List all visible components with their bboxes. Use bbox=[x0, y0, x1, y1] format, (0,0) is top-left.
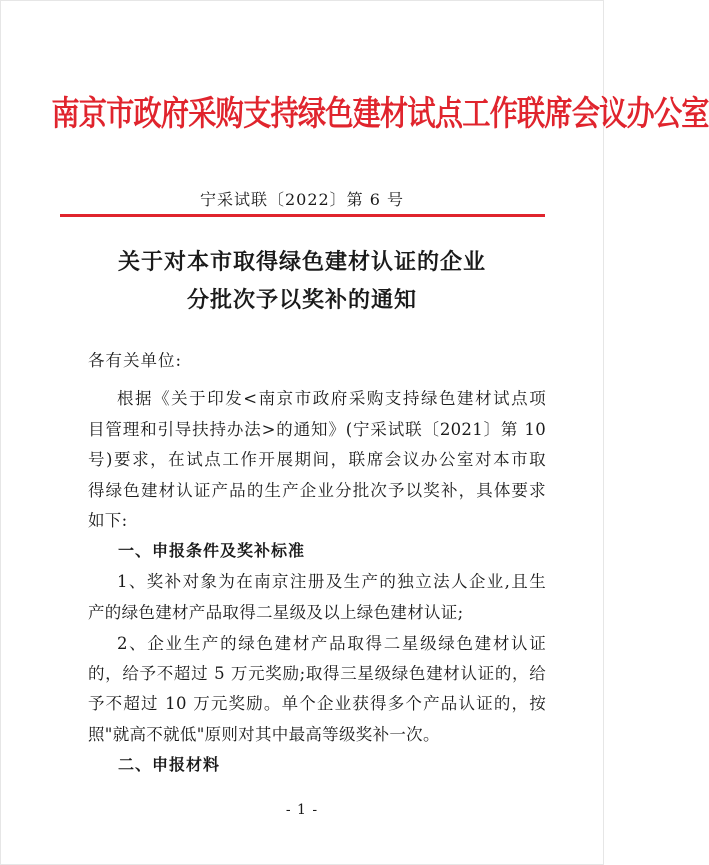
intro-line-1: 根据《关于印发<南京市政府采购支持绿色建材试点项 bbox=[117, 389, 546, 408]
item-2-line-4: 照"就高不就低"原则对其中最高等级奖补一次。 bbox=[88, 725, 440, 744]
item-1-line-2: 产的绿色建材产品取得二星级及以上绿色建材认证; bbox=[88, 603, 464, 622]
document-title-line-2: 分批次予以奖补的通知 bbox=[186, 287, 417, 313]
item-2-line-1: 2、企业生产的绿色建材产品取得二星级绿色建材认证 bbox=[117, 634, 546, 653]
item-2-line-2: 的，给予不超过 5 万元奖励;取得三星级绿色建材认证的，给 bbox=[88, 664, 546, 683]
section-1-heading: 一、申报条件及奖补标准 bbox=[118, 541, 306, 560]
office-header-title: 南京市政府采购支持绿色建材试点工作联席会议办公室 bbox=[51, 94, 709, 134]
section-2-heading: 二、申报材料 bbox=[118, 755, 221, 774]
red-divider-line bbox=[60, 214, 545, 217]
salutation: 各有关单位: bbox=[88, 351, 183, 370]
intro-line-4: 得绿色建材认证产品的生产企业分批次予以奖补，具体要求 bbox=[88, 481, 546, 500]
intro-line-3: 号)要求，在试点工作开展期间，联席会议办公室对本市取 bbox=[88, 450, 546, 469]
document-title-line-1: 关于对本市取得绿色建材认证的企业 bbox=[117, 249, 486, 275]
document-number: 宁采试联〔2022〕第 6 号 bbox=[199, 190, 405, 209]
item-2-line-3: 予不超过 10 万元奖励。单个企业获得多个产品认证的，按 bbox=[88, 694, 546, 713]
page-number: - 1 - bbox=[285, 802, 319, 818]
intro-line-2: 目管理和引导扶持办法>的通知》(宁采试联〔2021〕第 10 bbox=[88, 420, 546, 439]
item-1-line-1: 1、奖补对象为在南京注册及生产的独立法人企业,且生 bbox=[117, 572, 546, 591]
intro-line-5: 如下: bbox=[88, 511, 128, 530]
